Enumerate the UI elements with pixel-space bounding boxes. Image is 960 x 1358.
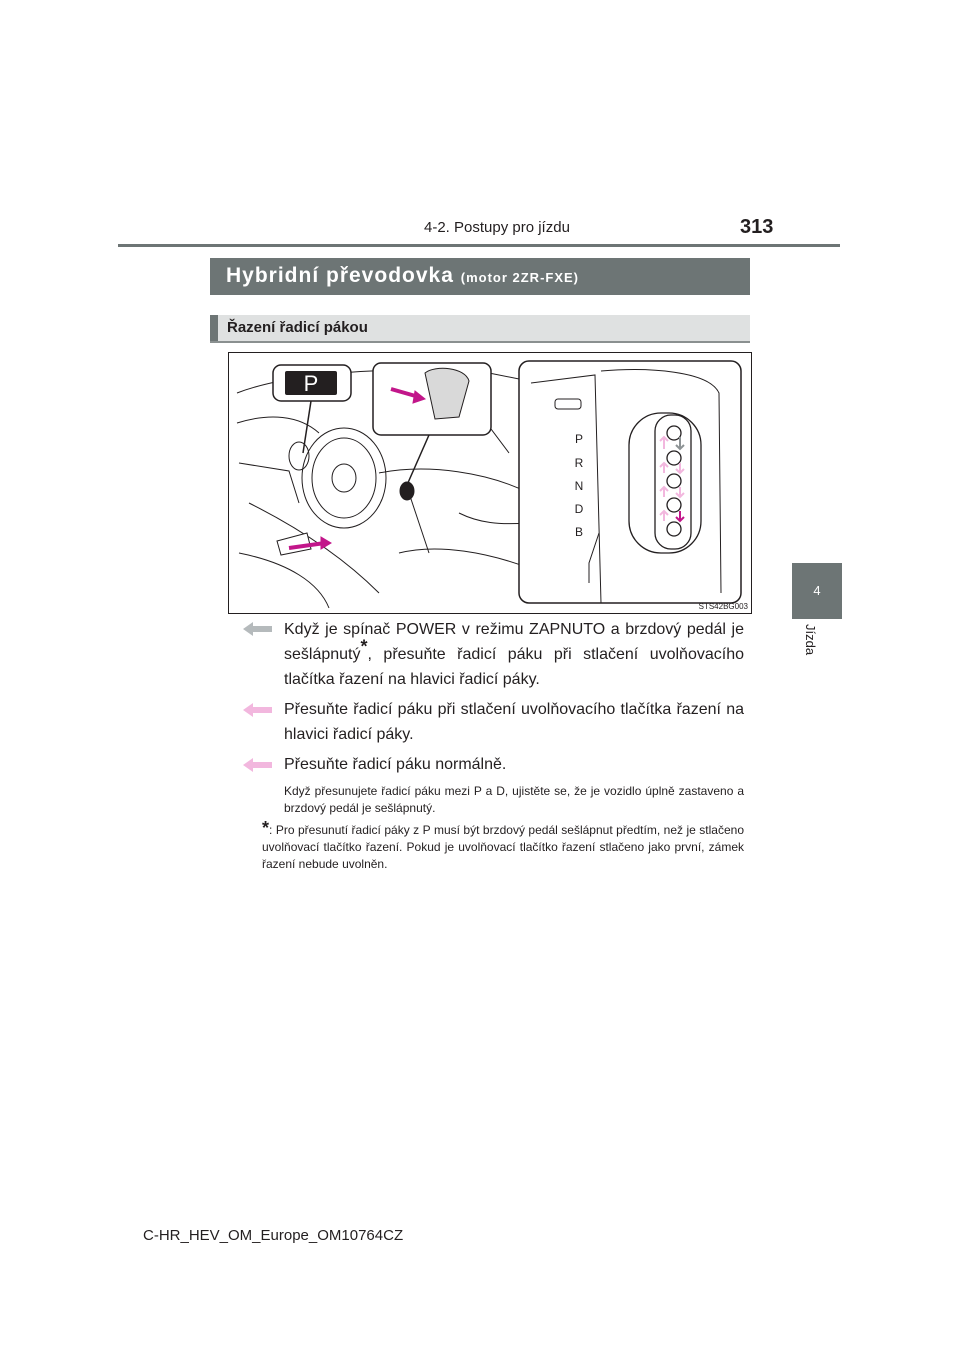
list-item: Přesuňte řadicí páku normálně. [284,756,507,773]
header-section-title: 4-2. Postupy pro jízdu [424,219,570,236]
item-1-text-a: Když je spínač POWER v režimu ZAPNUTO a brzdový pedál je sešlápnutý [284,621,744,663]
arrow-light-pink-icon [243,757,273,773]
arrow-gray-icon [243,621,273,637]
arrow-pink-shape [243,703,272,717]
chapter-tab: 4 [792,563,842,619]
list-item [284,617,744,692]
p-indicator-letter: P [303,371,319,396]
arrow-pink-icon [243,702,273,718]
gate-label-r: R [574,456,584,470]
section-title-main: Hybridní převodovka [226,264,454,287]
figure-code: STS42BG003 [698,602,748,611]
chapter-label: Jízda [803,624,818,656]
footnote [262,820,744,873]
item-1-star: * [360,636,368,657]
gate-label-d: D [574,502,584,516]
footnote-text: : Pro přesunutí řadicí páky z P musí být brzdový pedál sešlápnut předtím, než je stlačeno uvolňovací tlačítko řazení. Pokud je uvolňovací tlačítko řazení stlačeno jako první, zámek řazení nebude uvolněn. [262,823,744,871]
section-title-sub: (motor 2ZR-FXE) [460,270,580,285]
header-rule [118,244,840,247]
item-1-text-b: , přesuňte řadicí páku při stlačení uvolňovacího tlačítka řazení na hlavici řadicí páky. [284,646,744,688]
section-title-bar [210,258,750,295]
shift-lever-figure [228,352,752,614]
subheading-bar [210,315,750,343]
subheading: Řazení řadicí pákou [227,319,368,336]
section-title [226,264,579,288]
gate-label-b: B [574,525,584,539]
arrow-gray-shape [243,622,272,636]
gate-label-p: P [574,432,584,446]
footnote-star: * [262,818,270,838]
shift-lever-illustration [229,353,751,613]
arrow-light-pink-shape [243,758,272,772]
note-text: Když přesunujete řadicí páku mezi P a D, ujistěte se, že je vozidlo úplně zastaveno a brzdový pedál je sešlápnutý. [284,784,744,815]
document-code-footer: C-HR_HEV_OM_Europe_OM10764CZ [143,1227,404,1244]
gate-label-n: N [574,479,584,493]
page-number: 313 [740,216,774,238]
list-item: Přesuňte řadicí páku při stlačení uvolňovacího tlačítka řazení na hlavici řadicí páky. [284,701,744,743]
subheading-marker [210,315,218,341]
